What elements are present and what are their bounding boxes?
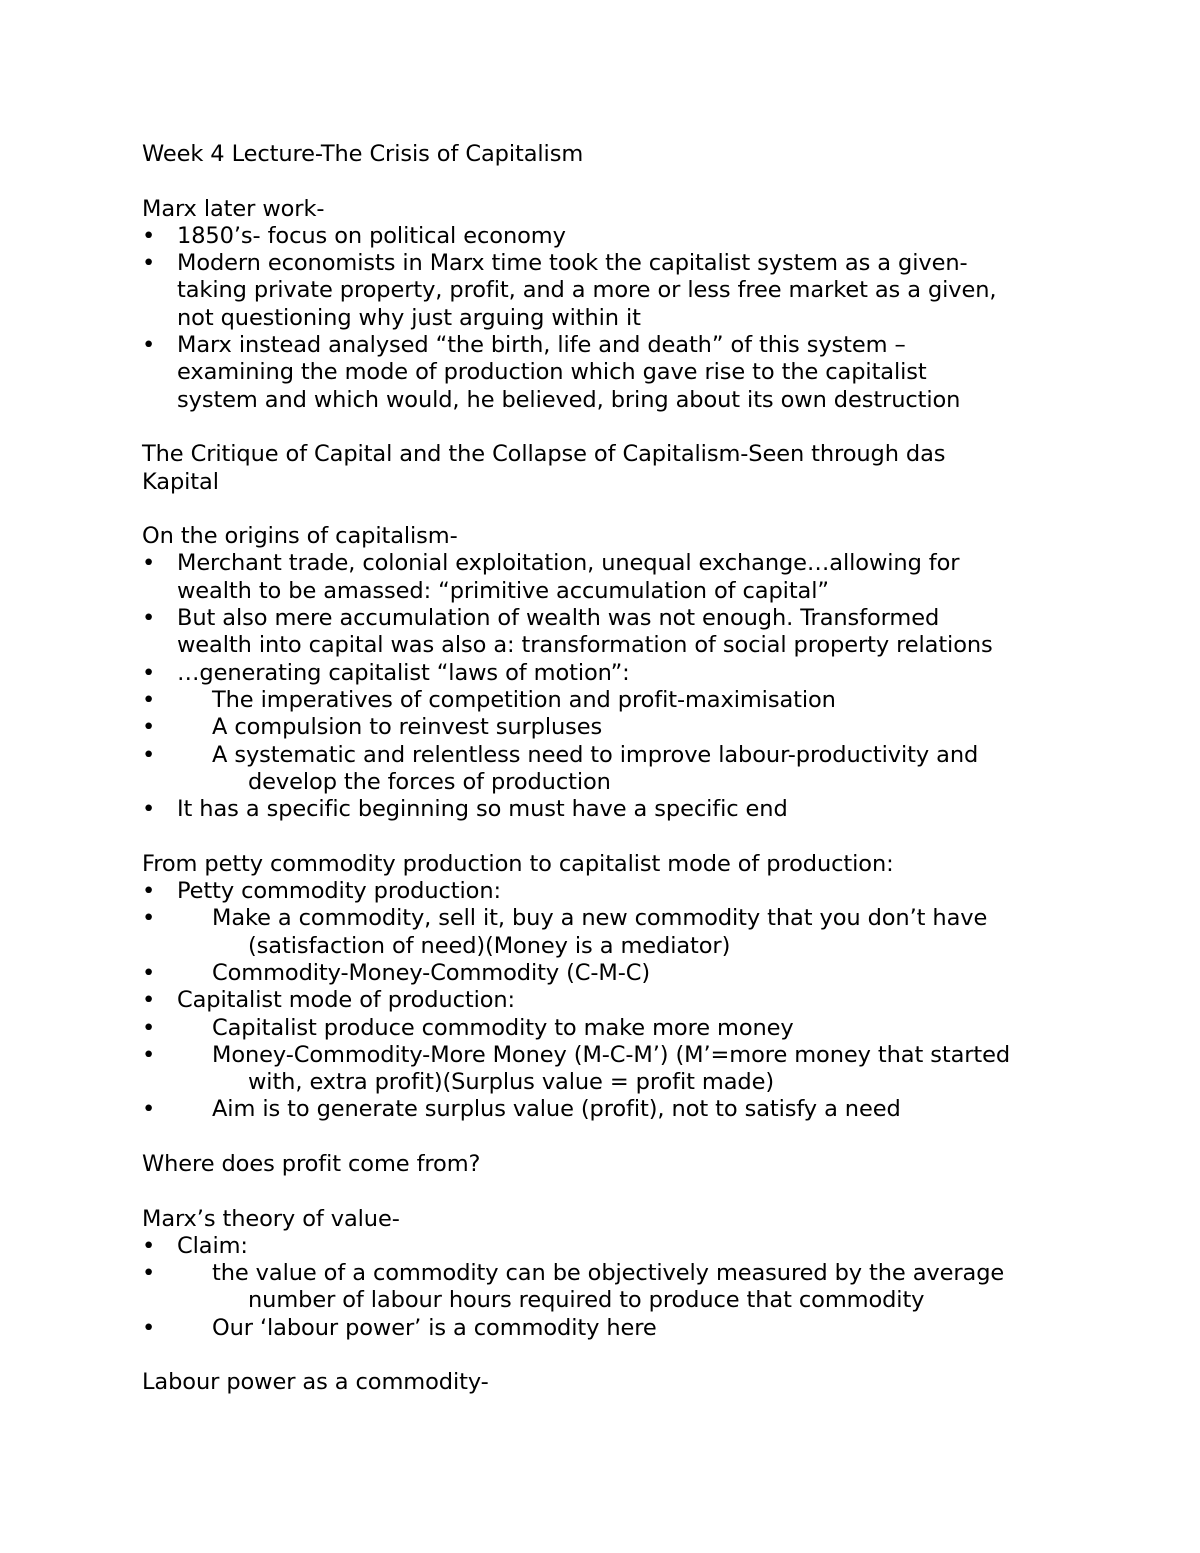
blank-line [142,414,1072,441]
bullet-icon: • [142,686,156,713]
bullet-icon: • [142,222,156,249]
bullet-icon: • [142,987,156,1014]
list-item-text: Petty commodity production: [177,878,501,905]
list-item [142,987,1072,1014]
blank-line [142,1178,1072,1205]
blank-line [142,1342,1072,1369]
list-item-text: not questioning why just arguing within it [177,304,641,331]
list-item-text: A compulsion to reinvest surpluses [212,714,603,741]
list-item [142,223,1072,250]
section-heading: On the origins of capitalism- [142,523,458,550]
list-item [142,1233,1072,1260]
list-item-text: Commodity-Money-Commodity (C-M-C) [212,959,651,986]
bullet-icon: • [142,1260,156,1287]
blank-line [142,496,1072,523]
list-item-text: 1850’s- focus on political economy [177,222,566,249]
bullet-icon: • [142,659,156,686]
bullet-icon: • [142,250,156,277]
section-heading: From petty commodity production to capitalist mode of production: [142,850,894,877]
list-item-text: taking private property, profit, and a more or less free market as a given, [177,277,997,304]
list-item-text: Capitalist produce commodity to make more money [212,1014,794,1041]
document-title: Week 4 Lecture-The Crisis of Capitalism [142,141,584,167]
list-item [142,878,1072,905]
list-item-text: But also mere accumulation of wealth was not enough. Transformed [177,605,940,632]
list-item-text: It has a specific beginning so must have a specific end [177,796,788,823]
list-item-text: (satisfaction of need)(Money is a mediator) [248,932,731,959]
blank-line [142,823,1072,850]
list-item-text: number of labour hours required to produce that commodity [248,1287,925,1314]
list-item-text: the value of a commodity can be objectively measured by the average [212,1260,1005,1287]
bullet-icon: • [142,1232,156,1259]
list-item-text: Marx instead analysed “the birth, life and death” of this system – [177,332,906,359]
list-item [142,605,1072,660]
list-item-text: Money-Commodity-More Money (M-C-M’) (M’=more money that started [212,1041,1011,1068]
list-item [142,660,1072,687]
list-item-text: A systematic and relentless need to improve labour-productivity and [212,741,979,768]
bullet-icon: • [142,1314,156,1341]
list-item [142,742,1072,797]
list-item-text: Merchant trade, colonial exploitation, unequal exchange…allowing for [177,550,960,577]
section-heading-line: Kapital [142,468,219,495]
list-item-text: Aim is to generate surplus value (profit), not to satisfy a need [212,1096,901,1123]
list-item [142,905,1072,960]
section-heading: Marx’s theory of value- [142,1205,400,1232]
document-page [142,141,1072,1397]
list-item [142,1015,1072,1042]
list-item [142,1315,1072,1342]
list-item-text: Make a commodity, sell it, buy a new commodity that you don’t have [212,905,988,932]
list-item [142,332,1072,414]
bullet-icon: • [142,1041,156,1068]
bullet-icon: • [142,959,156,986]
list-item [142,714,1072,741]
list-item [142,687,1072,714]
list-item [142,1042,1072,1097]
list-item-text: Capitalist mode of production: [177,987,516,1014]
list-item-text: examining the mode of production which gave rise to the capitalist [177,359,927,386]
list-item-text: Claim: [177,1232,248,1259]
section-heading-line: The Critique of Capital and the Collapse of Capitalism-Seen through das [142,441,946,468]
bullet-icon: • [142,332,156,359]
list-item-text: Modern economists in Marx time took the capitalist system as a given- [177,250,968,277]
bullet-icon: • [142,605,156,632]
section-heading: Where does profit come from? [142,1150,481,1177]
list-item [142,250,1072,332]
list-item [142,796,1072,823]
list-item [142,960,1072,987]
bullet-icon: • [142,878,156,905]
list-item-text: system and which would, he believed, bring about its own destruction [177,386,961,413]
bullet-icon: • [142,1014,156,1041]
list-item-text: wealth into capital was also a: transformation of social property relations [177,632,993,659]
list-item-text: with, extra profit)(Surplus value = profit made) [248,1069,775,1096]
blank-line [142,1124,1072,1151]
section-heading: Labour power as a commodity- [142,1369,489,1396]
bullet-icon: • [142,905,156,932]
list-item [142,1260,1072,1315]
bullet-icon: • [142,1096,156,1123]
bullet-icon: • [142,741,156,768]
bullet-icon: • [142,550,156,577]
list-item [142,1096,1072,1123]
section-heading: Marx later work- [142,195,325,222]
blank-line [142,168,1072,195]
bullet-icon: • [142,796,156,823]
list-item-text: The imperatives of competition and profit-maximisation [212,686,836,713]
list-item-text: …generating capitalist “laws of motion”: [177,659,630,686]
list-item-text: develop the forces of production [248,768,611,795]
bullet-icon: • [142,714,156,741]
list-item-text: wealth to be amassed: “primitive accumulation of capital” [177,577,829,604]
list-item-text: Our ‘labour power’ is a commodity here [212,1314,657,1341]
list-item [142,550,1072,605]
